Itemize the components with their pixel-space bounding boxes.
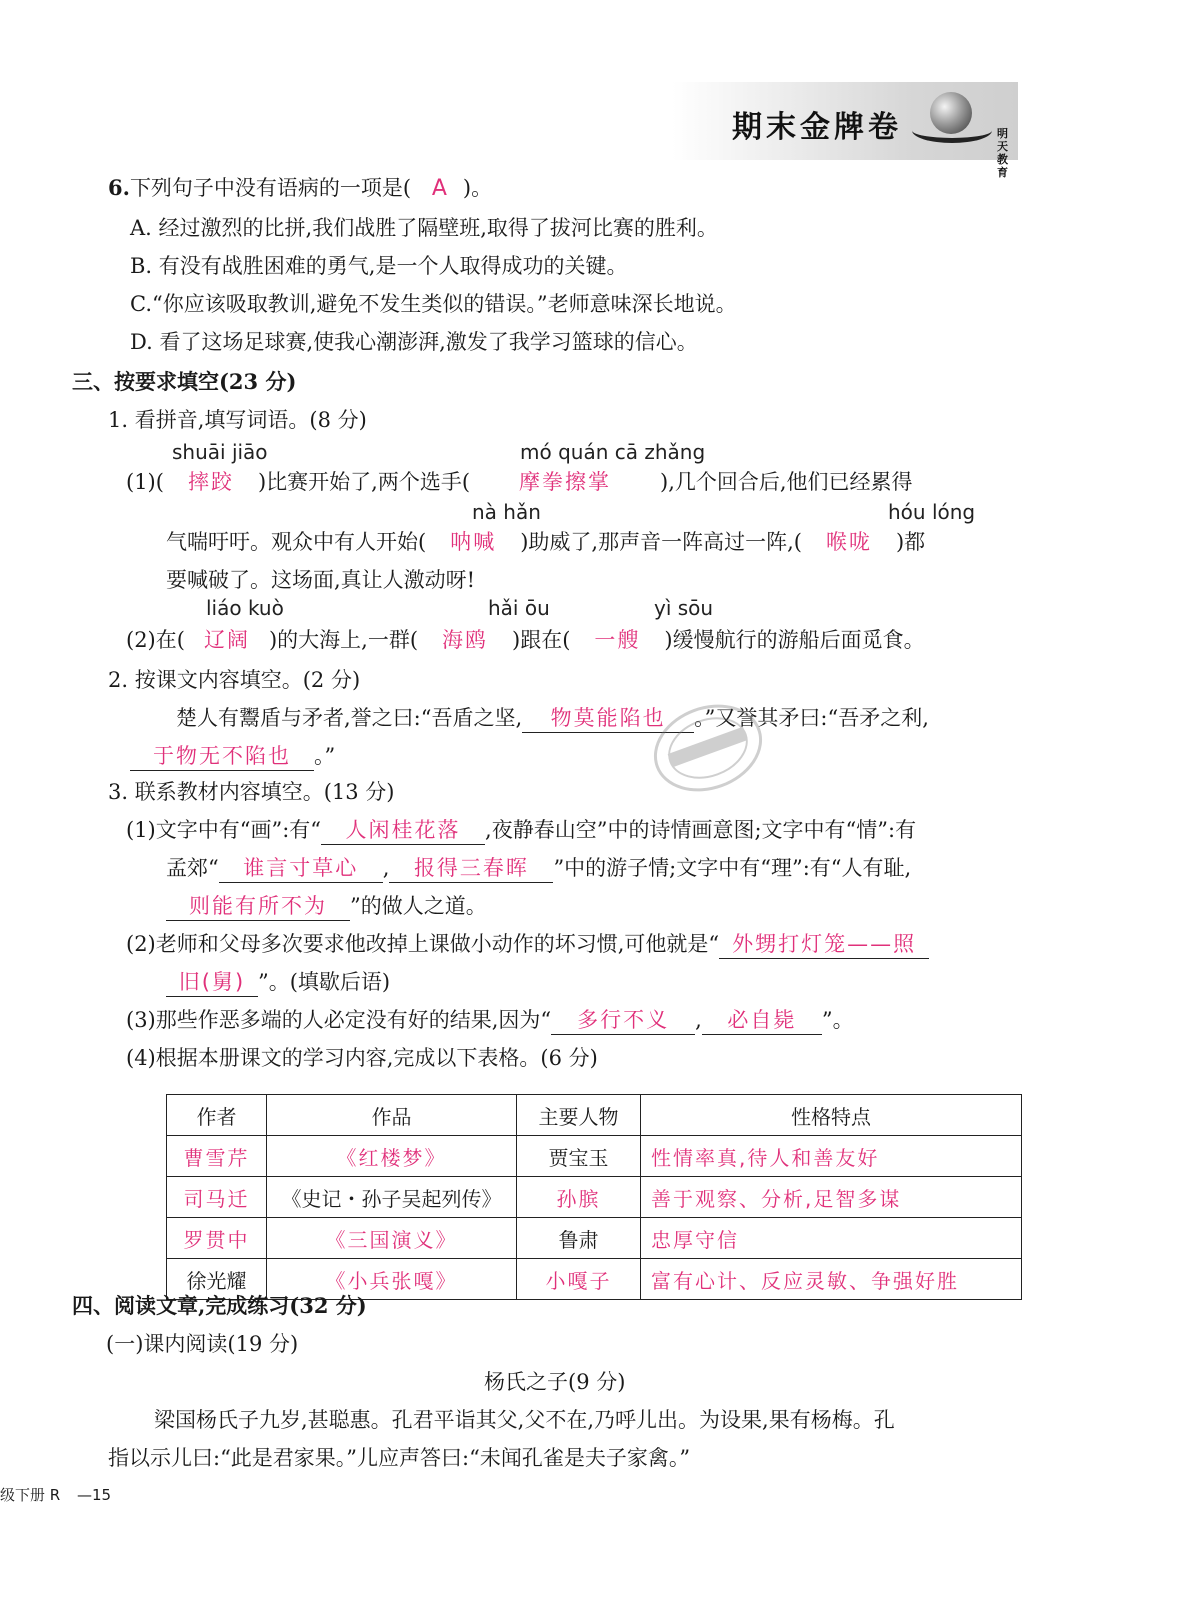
s3-q3-line5: 旧(舅) ”。(填歇后语) [166,966,390,997]
banner-title: 期末金牌卷 [732,110,902,145]
pinyin-3: nà hǎn [472,500,541,524]
s3-q3-line6: (3)那些作恶多端的人必定没有好的结果,因为“ 多行不义 , 必自毙 ”。 [126,1004,854,1035]
author-works-table [166,1094,1022,1300]
s3-q3-title: 3. 联系教材内容填空。(13 分) [108,780,395,804]
s3-q1-line4: (2)在( 辽阔 )的大海上,一群( 海鸥 )跟在( 一艘 )缓慢航行的游船后面觅食。 [126,624,925,654]
s3-q3-line7: (4)根据本册课文的学习内容,完成以下表格。(6 分) [126,1046,598,1070]
table-cell: 孙膑 [517,1177,641,1218]
table-cell: 司马迁 [167,1177,267,1218]
pinyin-2: mó quán cā zhǎng [520,440,706,464]
page-number: —15 [76,1486,112,1504]
q6-option-a: A. 经过激烈的比拼,我们战胜了隔壁班,取得了拔河比赛的胜利。 [130,216,718,240]
footer-text: 级下册 R [0,1486,61,1504]
answer-q3-4: 则能有所不为 [166,890,350,921]
q6-option-c: C.“你应该吸取教训,避免不发生类似的错误。”老师意味深长地说。 [130,292,737,316]
answer-liaokuo: 辽阔 [203,628,250,652]
pinyin-1: shuāi jiāo [172,440,268,464]
table-cell: 《三国演义》 [267,1218,517,1259]
answer-q2-2: 于物无不陷也 [130,740,314,771]
table-header: 作品 [267,1095,517,1136]
s3-q3-line4: (2)老师和父母多次要求他改掉上课做小动作的坏习惯,可他就是“ 外甥打灯笼——照 [126,928,929,959]
table-row [167,1136,1022,1177]
table-cell: 富有心计、反应灵敏、争强好胜 [641,1259,1022,1300]
header-banner [672,82,1018,179]
section4-title: 四、阅读文章,完成练习(32 分) [72,1293,367,1318]
s3-q1-title: 1. 看拼音,填写词语。(8 分) [108,408,367,432]
pinyin-6: hǎi ōu [488,596,550,620]
table-cell: 罗贯中 [167,1218,267,1259]
table-header: 主要人物 [517,1095,641,1136]
table-cell: 《红楼梦》 [267,1136,517,1177]
section4-subtitle: (一)课内阅读(19 分) [106,1332,299,1356]
answer-q2-1: 物莫能陷也 [522,702,694,733]
s3-q3-line3: 则能有所不为 ”的做人之道。 [166,890,487,921]
s3-q2-line2: 于物无不陷也 。” [130,740,335,771]
s3-q2-line1: 楚人有鬻盾与矛者,誉之曰:“吾盾之坚, 物莫能陷也 。”又誉其矛曰:“吾矛之利, [176,702,929,733]
table-cell: 性情率真,待人和善友好 [641,1136,1022,1177]
table-header: 性格特点 [641,1095,1022,1136]
table-header: 作者 [167,1095,267,1136]
answer-q3-7: 必自毙 [702,1004,822,1035]
answer-houlong: 喉咙 [825,530,872,554]
article-title: 杨氏之子(9 分) [484,1370,626,1394]
s3-q1-line1: (1)( 摔跤 )比赛开始了,两个选手( 摩拳擦掌 ),几个回合后,他们已经累得 [126,466,913,496]
q6-answer: A [431,176,449,201]
s3-q1-line3: 要喊破了。这场面,真让人激动呀! [166,568,476,592]
answer-nahan: 呐喊 [450,530,497,554]
q6-text: 下列句子中没有语病的一项是( [129,176,412,200]
answer-shuaijiao: 摔跤 [187,470,234,494]
s3-q3-line1: (1)文字中有“画”:有“ 人闲桂花落 ,夜静春山空”中的诗情画意图;文字中有“情”:有 [126,814,916,845]
q6-number: 6. [108,175,130,200]
table-cell: 徐光耀 [167,1259,267,1300]
s3-q1-line2: 气喘吁吁。观众中有人开始( 呐喊 )助威了,那声音一阵高过一阵,( 喉咙 )都 [166,526,925,556]
answer-q3-6: 多行不义 [551,1004,695,1035]
answer-q3-1: 人闲桂花落 [321,814,485,845]
pinyin-4: hóu lóng [888,500,976,524]
section3-title: 三、按要求填空(23 分) [72,369,297,394]
q6-option-b: B. 有没有战胜困难的勇气,是一个人取得成功的关键。 [130,254,628,278]
table-header-row [167,1095,1022,1136]
table-cell: 忠厚守信 [641,1218,1022,1259]
table-cell: 鲁肃 [517,1218,641,1259]
answer-q3-5a: 外甥打灯笼——照 [719,928,929,959]
pinyin-7: yì sōu [654,596,714,620]
answer-yisou: 一艘 [594,628,641,652]
page-footer [0,1484,111,1505]
table-cell: 《小兵张嘎》 [267,1259,517,1300]
table-cell: 曹雪芹 [167,1136,267,1177]
table-cell: 小嘎子 [517,1259,641,1300]
q6-close: )。 [462,176,493,200]
table-row [167,1177,1022,1218]
answer-moquancazhang: 摩拳擦掌 [519,470,612,494]
s3-q3-line2: 孟郊“ 谁言寸草心 , 报得三春晖 ”中的游子情;文字中有“理”:有“人有耻, [166,852,911,883]
table-row [167,1218,1022,1259]
table-cell: 贾宝玉 [517,1136,641,1177]
q6-option-d: D. 看了这场足球赛,使我心潮澎湃,激发了我学习篮球的信心。 [130,330,698,354]
answer-haiou: 海鸥 [442,628,489,652]
article-paragraph-1: 梁国杨氏子九岁,甚聪惠。孔君平诣其父,父不在,乃呼儿出。为设果,果有杨梅。孔 [154,1408,895,1432]
article-paragraph-2: 指以示儿曰:“此是君家果。”儿应声答曰:“未闻孔雀是夫子家禽。” [108,1446,691,1470]
pinyin-5: liáo kuò [206,596,284,620]
q6-stem [108,172,492,202]
s3-q2-title: 2. 按课文内容填空。(2 分) [108,668,361,692]
watermark-stamp-icon [635,680,782,815]
logo-swoosh-icon [912,118,992,143]
table-cell: 善于观察、分析,足智多谋 [641,1177,1022,1218]
brand-tag: 明天教育 [997,127,1008,179]
answer-q3-2: 谁言寸草心 [219,852,383,883]
table-cell: 《史记・孙子吴起列传》 [267,1177,517,1218]
answer-q3-3: 报得三春晖 [389,852,553,883]
answer-q3-5b: 旧(舅) [166,966,258,997]
